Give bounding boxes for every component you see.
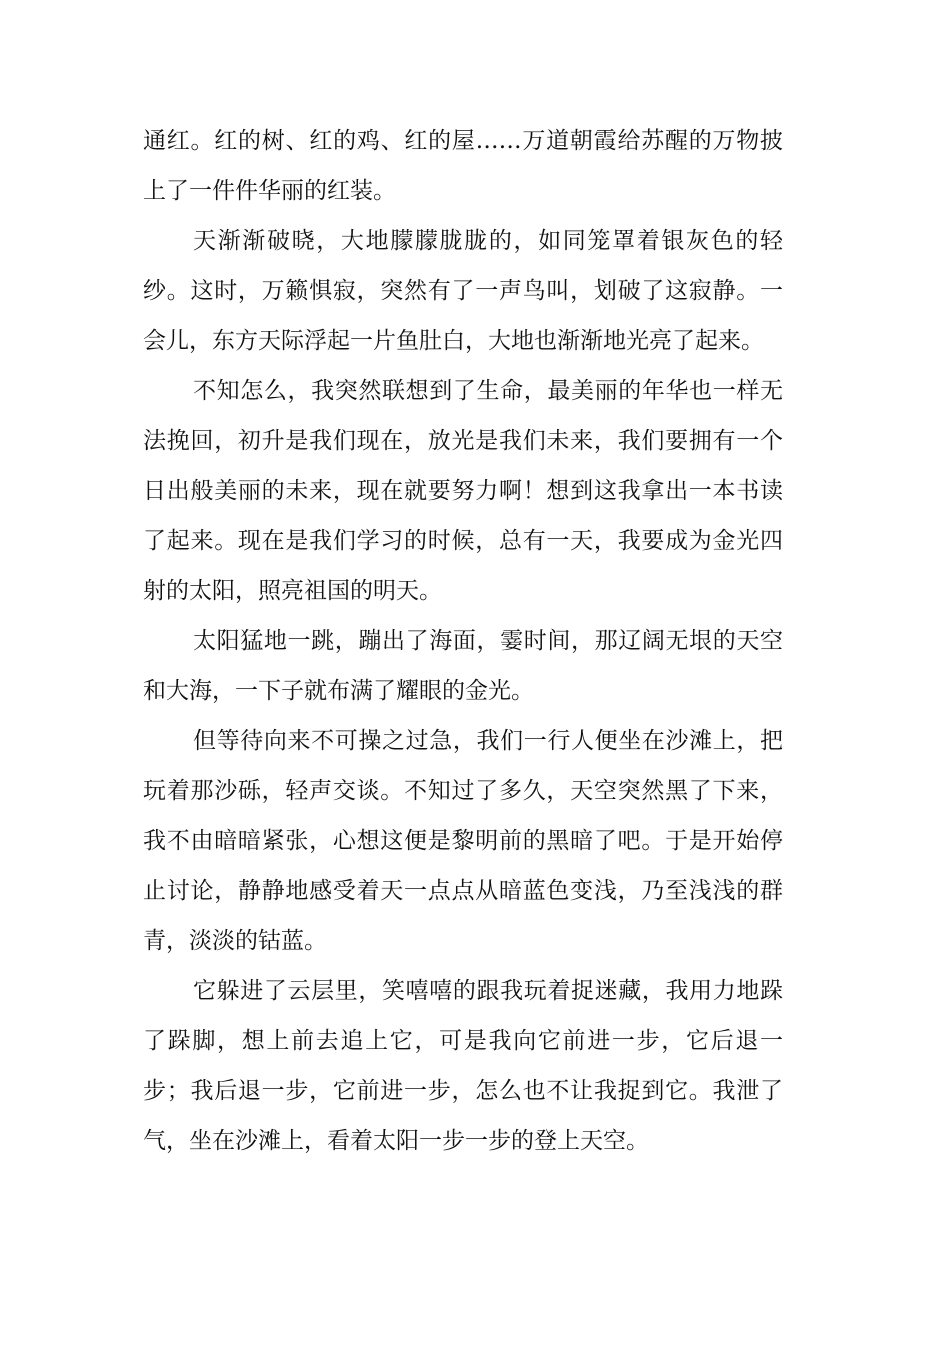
paragraph-reflection: 不知怎么，我突然联想到了生命，最美丽的年华也一样无法挽回，初升是我们现在，放光是我们未来，我们要拥有一个日出般美丽的未来，现在就要努力啊！想到这我拿出一本书读了起来。现在是我们学习的时候，总有一天，我要成为金光四射的太阳，照亮祖国的明天。 <box>143 378 783 604</box>
paragraph-dawn: 天渐渐破晓，大地朦朦胧胧的，如同笼罩着银灰色的轻纱。这时，万籁惧寂，突然有了一声鸟叫，划破了这寂静。一会儿，东方天际浮起一片鱼肚白，大地也渐渐地光亮了起来。 <box>143 228 783 354</box>
paragraph-continuation: 通红。红的树、红的鸡、红的屋……万道朝霞给苏醒的万物披上了一件件华丽的红装。 <box>143 128 783 204</box>
document-body <box>143 116 783 1166</box>
paragraph-sunrise: 太阳猛地一跳，蹦出了海面，霎时间，那辽阔无垠的天空和大海，一下子就布满了耀眼的金光。 <box>143 628 783 704</box>
paragraph-waiting: 但等待向来不可操之过急，我们一行人便坐在沙滩上，把玩着那沙砾，轻声交谈。不知过了多久，天空突然黑了下来，我不由暗暗紧张，心想这便是黎明前的黑暗了吧。于是开始停止讨论，静静地感受着天一点点从暗蓝色变浅，乃至浅浅的群青，淡淡的钴蓝。 <box>143 728 783 954</box>
paragraph-hide-and-seek: 它躲进了云层里，笑嘻嘻的跟我玩着捉迷藏，我用力地跺了跺脚，想上前去追上它，可是我向它前进一步，它后退一步；我后退一步，它前进一步，怎么也不让我捉到它。我泄了气，坐在沙滩上，看着太阳一步一步的登上天空。 <box>143 978 783 1154</box>
